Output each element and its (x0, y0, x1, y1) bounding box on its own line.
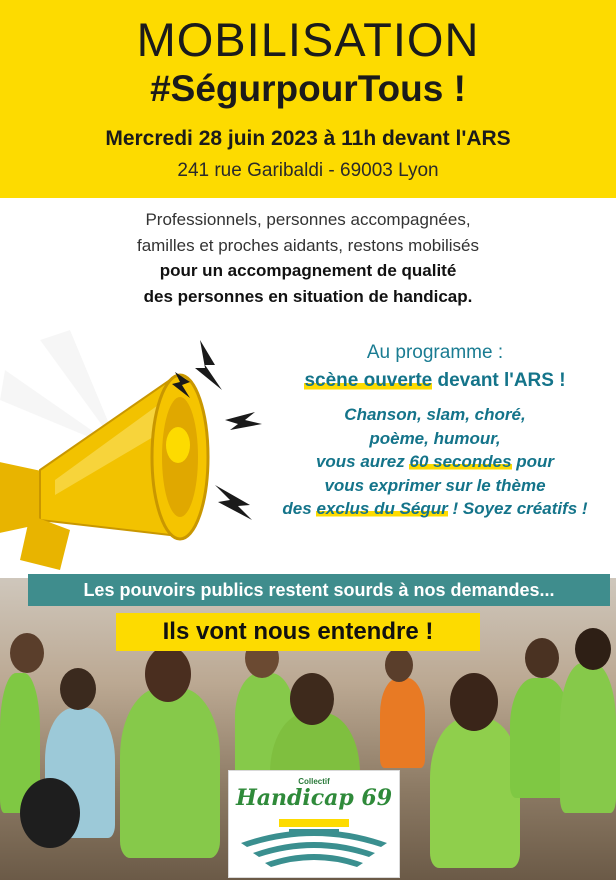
program-line-4: vous exprimer sur le thème (324, 475, 546, 495)
program-subheading (270, 370, 600, 392)
megaphone-illustration (0, 320, 300, 580)
event-date: Mercredi 28 juin 2023 à 11h devant l'ARS (105, 127, 511, 150)
event-address: 241 rue Garibaldi - 69003 Lyon (177, 160, 439, 181)
intro-line-1: Professionnels, personnes accompagnées, (145, 210, 471, 229)
logo-name: Handicap 69 (235, 785, 393, 811)
page-title: MOBILISATION (136, 13, 480, 66)
banner-yellow: Ils vont nous entendre ! (116, 613, 480, 651)
program-body (270, 403, 600, 521)
program-line-5: des exclus du Ségur ! Soyez créatifs ! (282, 499, 588, 518)
program-sub-rest: devant l'ARS ! (432, 370, 566, 391)
collectif-logo (228, 770, 400, 878)
program-line-1: Chanson, slam, choré, (344, 405, 526, 424)
program-heading: Au programme : (366, 342, 504, 363)
program-line-3: vous aurez 60 secondes pour (315, 452, 555, 471)
logo-hemicycle-icon (235, 817, 393, 871)
program-sub-highlight: scène ouverte (304, 370, 433, 391)
intro-line-2: familles et proches aidants, restons mobilisés (136, 236, 480, 255)
banner-teal: Les pouvoirs publics restent sourds à nos demandes... (28, 574, 610, 606)
intro-text (0, 207, 616, 259)
program-line-2: poème, humour, (369, 428, 501, 448)
intro-line-3: pour un accompagnement de qualité (159, 261, 457, 280)
hashtag-title: #SégurpourTous ! (150, 68, 466, 109)
logo-small-text: Collectif (298, 777, 330, 786)
intro-line-4: des personnes en situation de handicap. (143, 287, 473, 306)
intro-bold (0, 258, 616, 310)
